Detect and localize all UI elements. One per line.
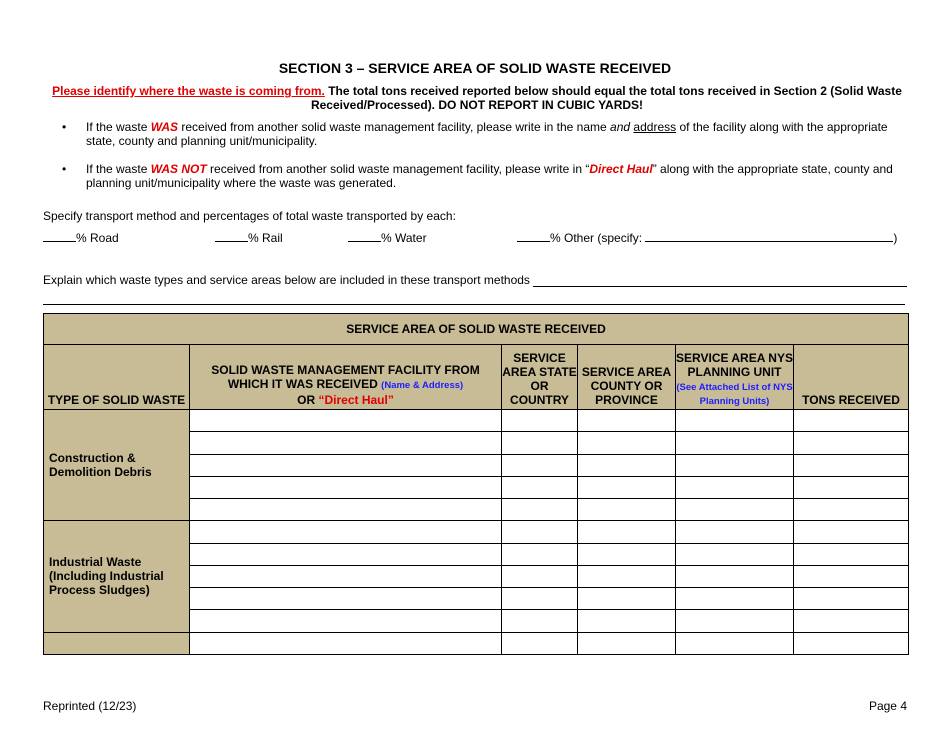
rail-label: % Rail (248, 231, 283, 245)
waste-type-industrial: Industrial Waste (Including Industrial Process Sludges) (44, 521, 190, 632)
state-cell[interactable] (502, 543, 578, 565)
county-cell[interactable] (578, 632, 676, 654)
county-cell[interactable] (578, 610, 676, 632)
facility-cell[interactable] (190, 588, 502, 610)
header-type: TYPE OF SOLID WASTE (44, 345, 190, 410)
county-cell[interactable] (578, 588, 676, 610)
facility-cell[interactable] (190, 499, 502, 521)
rail-blank[interactable] (215, 230, 248, 242)
tons-cell[interactable] (794, 543, 909, 565)
header-nys-main: SERVICE AREA NYS PLANNING UNIT (676, 351, 793, 380)
other-close: ) (893, 231, 898, 245)
planning-unit-cell[interactable] (676, 454, 794, 476)
state-cell[interactable] (502, 521, 578, 543)
state-cell[interactable] (502, 454, 578, 476)
state-cell[interactable] (502, 499, 578, 521)
facility-cell[interactable] (190, 476, 502, 498)
county-cell[interactable] (578, 565, 676, 587)
tons-cell[interactable] (794, 410, 909, 432)
table-banner: SERVICE AREA OF SOLID WASTE RECEIVED (44, 314, 909, 345)
state-cell[interactable] (502, 632, 578, 654)
planning-unit-cell[interactable] (676, 432, 794, 454)
state-cell[interactable] (502, 565, 578, 587)
facility-cell[interactable] (190, 565, 502, 587)
explain-label: Explain which waste types and service areas below are included in these transport methods (43, 273, 530, 287)
planning-unit-cell[interactable] (676, 632, 794, 654)
facility-cell[interactable] (190, 632, 502, 654)
tons-cell[interactable] (794, 521, 909, 543)
footer-reprinted: Reprinted (12/23) (43, 699, 137, 713)
state-cell[interactable] (502, 432, 578, 454)
facility-cell[interactable] (190, 410, 502, 432)
county-cell[interactable] (578, 410, 676, 432)
bullet-dot: • (62, 162, 67, 176)
state-cell[interactable] (502, 410, 578, 432)
county-cell[interactable] (578, 476, 676, 498)
waste-type-next (44, 632, 190, 654)
tons-cell[interactable] (794, 610, 909, 632)
transport-water-field[interactable] (348, 230, 427, 245)
planning-unit-cell[interactable] (676, 588, 794, 610)
tons-cell[interactable] (794, 432, 909, 454)
header-facility-direct-haul: “Direct Haul” (318, 393, 394, 408)
water-blank[interactable] (348, 230, 381, 242)
intro-lead: Please identify where the waste is coming from. (52, 84, 325, 98)
county-cell[interactable] (578, 454, 676, 476)
county-cell[interactable] (578, 499, 676, 521)
other-label: % Other (specify: (550, 231, 643, 245)
state-cell[interactable] (502, 588, 578, 610)
county-cell[interactable] (578, 432, 676, 454)
explain-line-1[interactable] (533, 286, 907, 287)
explain-line-2[interactable] (43, 304, 905, 305)
road-blank[interactable] (43, 230, 76, 242)
intro-paragraph (44, 84, 910, 112)
planning-unit-cell[interactable] (676, 476, 794, 498)
planning-unit-cell[interactable] (676, 543, 794, 565)
service-area-table (43, 313, 909, 655)
waste-type-cd: Construction & Demolition Debris (44, 410, 190, 521)
facility-cell[interactable] (190, 521, 502, 543)
header-facility-note: (Name & Address) (381, 380, 464, 392)
bullet-dot: • (62, 120, 67, 134)
planning-unit-cell[interactable] (676, 521, 794, 543)
tons-cell[interactable] (794, 632, 909, 654)
transport-road-field[interactable] (43, 230, 119, 245)
planning-unit-cell[interactable] (676, 499, 794, 521)
county-cell[interactable] (578, 521, 676, 543)
bullet-text: If the waste WAS NOT received from another solid waste management facility, please write in “Direct Haul” along with the appropriate state, county and planning unit/municipality where the waste was generated. (86, 162, 893, 190)
tons-cell[interactable] (794, 499, 909, 521)
bullet-text: If the waste WAS received from another solid waste management facility, please write in the name and address of the facility along with the appropriate state, county and planning unit/municipality. (86, 120, 888, 148)
intro-rest: The total tons received reported below should equal the total tons received in Section 2 (Solid Waste Received/Processed). DO NOT REPORT IN CUBIC YARDS! (310, 84, 902, 112)
facility-cell[interactable] (190, 454, 502, 476)
header-nys-note: (See Attached List of NYS Planning Units) (676, 382, 793, 408)
other-blank[interactable] (517, 230, 550, 242)
header-facility (190, 345, 502, 410)
road-label: % Road (76, 231, 119, 245)
county-cell[interactable] (578, 543, 676, 565)
planning-unit-cell[interactable] (676, 610, 794, 632)
facility-cell[interactable] (190, 543, 502, 565)
planning-unit-cell[interactable] (676, 410, 794, 432)
header-nys (676, 345, 794, 410)
other-specify-blank[interactable] (645, 230, 893, 242)
planning-unit-cell[interactable] (676, 565, 794, 587)
page-title: SECTION 3 – SERVICE AREA OF SOLID WASTE RECEIVED (278, 60, 672, 76)
header-county: SERVICE AREA COUNTY OR PROVINCE (578, 345, 676, 410)
tons-cell[interactable] (794, 454, 909, 476)
tons-cell[interactable] (794, 476, 909, 498)
facility-cell[interactable] (190, 432, 502, 454)
tons-cell[interactable] (794, 588, 909, 610)
transport-rail-field[interactable] (215, 230, 283, 245)
header-facility-main: SOLID WASTE MANAGEMENT FACILITY FROM WHICH IT WAS RECEIVED (211, 363, 480, 392)
state-cell[interactable] (502, 476, 578, 498)
tons-cell[interactable] (794, 565, 909, 587)
header-state: SERVICE AREA STATE OR COUNTRY (502, 345, 578, 410)
transport-label: Specify transport method and percentages of total waste transported by each: (43, 209, 456, 223)
state-cell[interactable] (502, 610, 578, 632)
header-tons: TONS RECEIVED (794, 345, 909, 410)
water-label: % Water (381, 231, 427, 245)
facility-cell[interactable] (190, 610, 502, 632)
header-facility-or: OR (297, 393, 316, 408)
footer-page-number: Page 4 (868, 699, 907, 713)
transport-other-field[interactable] (517, 230, 897, 245)
